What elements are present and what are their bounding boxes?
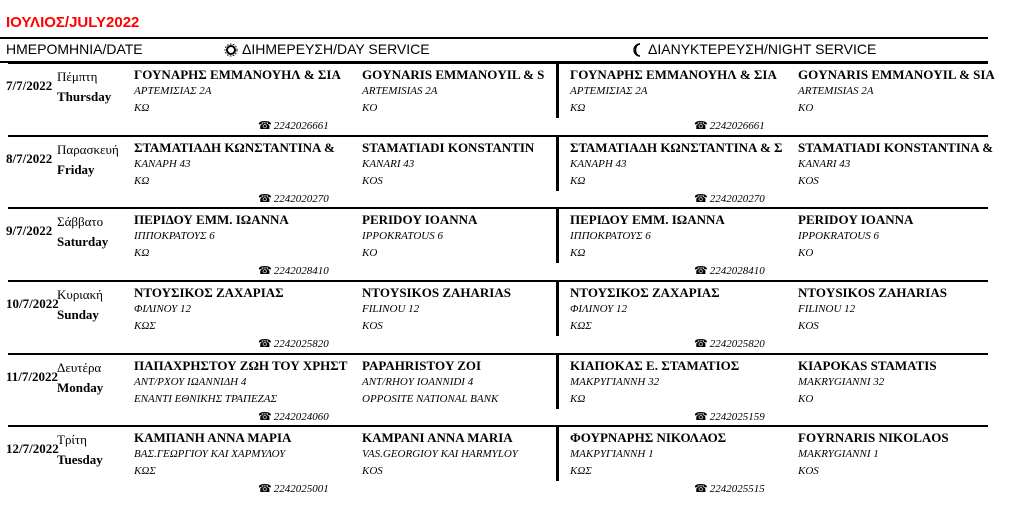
phone-icon: ☎ bbox=[258, 120, 272, 132]
night-address-gr: ΙΠΠΟΚΡΑΤΟΥΣ 6 bbox=[570, 230, 651, 242]
phone-icon: ☎ bbox=[258, 483, 272, 495]
night-pharmacy-name-en: PERIDOY IOANNA bbox=[798, 212, 914, 227]
day-pharmacy-name-en: KAMPANI ANNA MARIA bbox=[362, 430, 513, 445]
row-weekday-en: Friday bbox=[57, 162, 95, 177]
day-address-en: VAS.GEORGIOY KAI HARMYLOY bbox=[362, 448, 518, 460]
night-city-en: KO bbox=[798, 247, 814, 259]
day-pharmacy-name-en: STAMATIADI KONSTANTIN bbox=[362, 140, 535, 155]
table-row bbox=[0, 135, 1013, 207]
phone-icon: ☎ bbox=[694, 193, 708, 205]
night-address-en: FILINOU 12 bbox=[798, 303, 856, 315]
day-phone bbox=[258, 410, 329, 423]
phone-icon: ☎ bbox=[694, 483, 708, 495]
night-pharmacy-name-en: FOYRNARIS NIKOLAOS bbox=[798, 430, 949, 445]
day-city-gr: ΚΩ bbox=[134, 175, 150, 187]
header-night-label: ΔΙΑΝΥΚΤΕΡΕΥΣΗ/NIGHT SERVICE bbox=[648, 41, 877, 57]
row-weekday-gr: Τρίτη bbox=[57, 432, 87, 447]
night-phone bbox=[694, 410, 765, 423]
column-separator bbox=[556, 355, 559, 409]
column-separator bbox=[556, 209, 559, 263]
day-address-gr: ΑΝΤ/ΡΧΟΥ ΙΩΑΝΝΙΔΗ 4 bbox=[134, 376, 247, 388]
night-address-en: IPPOKRATOUS 6 bbox=[798, 230, 879, 242]
row-weekday-en: Saturday bbox=[57, 234, 109, 249]
table-row bbox=[0, 280, 1013, 352]
row-divider bbox=[8, 207, 988, 209]
day-city-en: OPPOSITE NATIONAL BANK bbox=[362, 393, 499, 405]
column-separator bbox=[556, 427, 559, 481]
row-weekday-gr: Δευτέρα bbox=[57, 360, 102, 375]
day-city-en: KOS bbox=[362, 175, 383, 187]
phone-icon: ☎ bbox=[258, 193, 272, 205]
night-city-gr: ΚΩ bbox=[570, 175, 586, 187]
day-phone bbox=[258, 192, 329, 205]
day-phone-number: 2242025820 bbox=[273, 338, 329, 350]
night-phone-number: 2242020270 bbox=[709, 193, 765, 205]
night-city-gr: ΚΩ bbox=[570, 247, 586, 259]
night-city-en: KOS bbox=[798, 320, 819, 332]
day-address-en: KANARI 43 bbox=[362, 158, 415, 170]
moon-icon bbox=[632, 43, 644, 57]
row-weekday-gr: Παρασκευή bbox=[57, 142, 119, 157]
night-pharmacy-name-gr: ΦΟΥΡΝΑΡΗΣ ΝΙΚΟΛΑΟΣ bbox=[570, 430, 727, 445]
row-weekday-en: Tuesday bbox=[57, 452, 103, 467]
row-date: 12/7/2022 bbox=[6, 441, 59, 456]
night-phone bbox=[694, 482, 765, 495]
phone-icon: ☎ bbox=[258, 338, 272, 350]
row-divider bbox=[8, 353, 988, 355]
day-phone bbox=[258, 119, 329, 132]
day-city-gr: ΚΩ bbox=[134, 247, 150, 259]
row-date: 11/7/2022 bbox=[6, 369, 59, 384]
night-pharmacy-name-gr: ΚΙΑΠΟΚΑΣ Ε. ΣΤΑΜΑΤΙΟΣ bbox=[570, 358, 740, 373]
night-phone-number: 2242025159 bbox=[709, 411, 765, 423]
day-city-gr: ΚΩΣ bbox=[134, 320, 156, 332]
day-pharmacy-name-gr: ΚΑΜΠΑΝΗ ΑΝΝΑ ΜΑΡΙΑ bbox=[134, 430, 292, 445]
day-phone-number: 2242024060 bbox=[273, 411, 329, 423]
night-city-en: KO bbox=[798, 102, 814, 114]
column-separator bbox=[556, 137, 559, 191]
day-city-en: KO bbox=[362, 247, 378, 259]
night-address-en: MAKRYGIANNI 32 bbox=[798, 376, 885, 388]
night-phone bbox=[694, 192, 765, 205]
night-phone-number: 2242025515 bbox=[709, 483, 765, 495]
row-weekday-en: Thursday bbox=[57, 89, 112, 104]
day-city-gr: ΚΩ bbox=[134, 102, 150, 114]
night-city-gr: ΚΩ bbox=[570, 393, 586, 405]
night-phone bbox=[694, 264, 765, 277]
night-address-gr: ΦΙΛΙΝΟΥ 12 bbox=[570, 303, 628, 315]
night-phone-number: 2242025820 bbox=[709, 338, 765, 350]
header-date bbox=[6, 41, 143, 57]
phone-icon: ☎ bbox=[258, 411, 272, 423]
table-row bbox=[0, 425, 1013, 497]
night-city-en: KO bbox=[798, 393, 814, 405]
row-weekday-en: Monday bbox=[57, 380, 104, 395]
day-pharmacy-name-gr: ΣΤΑΜΑΤΙΑΔΗ ΚΩΝΣΤΑΝΤΙΝΑ & bbox=[134, 140, 335, 155]
page-title: ΙΟΥΛΙΟΣ/JULY2022 bbox=[6, 14, 140, 31]
night-pharmacy-name-gr: ΓΟΥΝΑΡΗΣ ΕΜΜΑΝΟΥΗΛ & ΣΙΑ bbox=[570, 67, 777, 82]
day-pharmacy-name-en: NTOYSIKOS ZAHARIAS bbox=[362, 285, 511, 300]
night-city-gr: ΚΩΣ bbox=[570, 465, 592, 477]
column-separator bbox=[556, 64, 559, 118]
row-divider bbox=[8, 425, 988, 427]
day-city-gr: ΕΝΑΝΤΙ ΕΘΝΙΚΗΣ ΤΡΑΠΕΖΑΣ bbox=[134, 393, 278, 405]
day-pharmacy-name-gr: ΠΑΠΑΧΡΗΣΤΟΥ ΖΩΗ ΤΟΥ ΧΡΗΣΤ bbox=[134, 358, 348, 373]
day-city-en: KOS bbox=[362, 320, 383, 332]
row-weekday-gr: Κυριακή bbox=[57, 287, 103, 302]
night-pharmacy-name-gr: ΠΕΡΙΔΟΥ ΕΜΜ. ΙΩΑΝΝΑ bbox=[570, 212, 725, 227]
day-phone-number: 2242025001 bbox=[273, 483, 329, 495]
night-city-gr: ΚΩ bbox=[570, 102, 586, 114]
day-address-gr: ΦΙΛΙΝΟΥ 12 bbox=[134, 303, 192, 315]
night-address-gr: ΚΑΝΑΡΗ 43 bbox=[570, 158, 627, 170]
header-night-service bbox=[632, 41, 876, 57]
day-phone-number: 2242020270 bbox=[273, 193, 329, 205]
row-divider bbox=[8, 135, 988, 137]
night-pharmacy-name-gr: ΝΤΟΥΣΙΚΟΣ ΖΑΧΑΡΙΑΣ bbox=[570, 285, 720, 300]
header-day-label: ΔΙΗΜΕΡΕΥΣΗ/DAY SERVICE bbox=[242, 41, 430, 57]
night-pharmacy-name-en: STAMATIADI KONSTANTINA & bbox=[798, 140, 994, 155]
row-date: 8/7/2022 bbox=[6, 151, 53, 166]
table-row bbox=[0, 207, 1013, 279]
night-pharmacy-name-en: KIAPOKAS STAMATIS bbox=[798, 358, 937, 373]
row-weekday-gr: Σάββατο bbox=[57, 214, 104, 229]
day-address-gr: ΒΑΣ.ΓΕΩΡΓΙΟΥ ΚΑΙ ΧΑΡΜΥΛΟΥ bbox=[134, 448, 286, 460]
day-address-en: FILINOU 12 bbox=[362, 303, 420, 315]
row-weekday-gr: Πέμπτη bbox=[57, 69, 98, 84]
night-address-gr: ΜΑΚΡΥΓΙΑΝΝΗ 32 bbox=[570, 376, 660, 388]
day-address-en: IPPOKRATOUS 6 bbox=[362, 230, 443, 242]
day-address-gr: ΚΑΝΑΡΗ 43 bbox=[134, 158, 191, 170]
night-phone-number: 2242028410 bbox=[709, 265, 765, 277]
table-row bbox=[0, 353, 1013, 425]
night-address-en: ARTEMISIAS 2A bbox=[798, 85, 874, 97]
night-phone bbox=[694, 119, 765, 132]
row-date: 9/7/2022 bbox=[6, 223, 53, 238]
night-address-en: MAKRYGIANNI 1 bbox=[798, 448, 879, 460]
row-divider bbox=[8, 62, 988, 64]
night-city-en: KOS bbox=[798, 465, 819, 477]
day-phone bbox=[258, 337, 329, 350]
header-day-service bbox=[224, 41, 430, 57]
phone-icon: ☎ bbox=[694, 411, 708, 423]
phone-icon: ☎ bbox=[694, 338, 708, 350]
day-phone-number: 2242026661 bbox=[273, 120, 329, 132]
row-date: 10/7/2022 bbox=[6, 296, 59, 311]
table-header bbox=[0, 37, 988, 63]
row-weekday-en: Sunday bbox=[57, 307, 99, 322]
day-city-en: KOS bbox=[362, 465, 383, 477]
day-pharmacy-name-gr: ΠΕΡΙΔΟΥ ΕΜΜ. ΙΩΑΝΝΑ bbox=[134, 212, 289, 227]
night-pharmacy-name-gr: ΣΤΑΜΑΤΙΑΔΗ ΚΩΝΣΤΑΝΤΙΝΑ & Σ bbox=[570, 140, 783, 155]
day-phone bbox=[258, 482, 329, 495]
day-address-gr: ΑΡΤΕΜΙΣΙΑΣ 2Α bbox=[134, 85, 212, 97]
phone-icon: ☎ bbox=[258, 265, 272, 277]
night-pharmacy-name-en: GOYNARIS EMMANOYIL & SIA bbox=[798, 67, 995, 82]
day-city-en: KO bbox=[362, 102, 378, 114]
day-pharmacy-name-en: GOYNARIS EMMANOYIL & S bbox=[362, 67, 545, 82]
night-phone bbox=[694, 337, 765, 350]
night-address-gr: ΑΡΤΕΜΙΣΙΑΣ 2Α bbox=[570, 85, 648, 97]
day-phone-number: 2242028410 bbox=[273, 265, 329, 277]
row-date: 7/7/2022 bbox=[6, 78, 53, 93]
table-row bbox=[0, 62, 1013, 134]
day-pharmacy-name-en: PAPAHRISTOY ZOI bbox=[362, 358, 482, 373]
sun-icon bbox=[224, 43, 238, 57]
header-date-label: ΗΜΕΡΟΜΗΝΙΑ/DATE bbox=[6, 41, 143, 57]
column-separator bbox=[556, 282, 559, 336]
night-city-gr: ΚΩΣ bbox=[570, 320, 592, 332]
phone-icon: ☎ bbox=[694, 120, 708, 132]
day-city-gr: ΚΩΣ bbox=[134, 465, 156, 477]
night-address-en: KANARI 43 bbox=[798, 158, 851, 170]
day-pharmacy-name-gr: ΓΟΥΝΑΡΗΣ ΕΜΜΑΝΟΥΗΛ & ΣΙΑ bbox=[134, 67, 341, 82]
day-address-gr: ΙΠΠΟΚΡΑΤΟΥΣ 6 bbox=[134, 230, 215, 242]
phone-icon: ☎ bbox=[694, 265, 708, 277]
day-address-en: ARTEMISIAS 2A bbox=[362, 85, 438, 97]
day-address-en: ANT/RHOY IOANNIDI 4 bbox=[362, 376, 474, 388]
night-pharmacy-name-en: NTOYSIKOS ZAHARIAS bbox=[798, 285, 947, 300]
night-address-gr: ΜΑΚΡΥΓΙΑΝΝΗ 1 bbox=[570, 448, 654, 460]
night-phone-number: 2242026661 bbox=[709, 120, 765, 132]
night-city-en: KOS bbox=[798, 175, 819, 187]
day-pharmacy-name-en: PERIDOY IOANNA bbox=[362, 212, 478, 227]
day-pharmacy-name-gr: ΝΤΟΥΣΙΚΟΣ ΖΑΧΑΡΙΑΣ bbox=[134, 285, 284, 300]
day-phone bbox=[258, 264, 329, 277]
row-divider bbox=[8, 280, 988, 282]
